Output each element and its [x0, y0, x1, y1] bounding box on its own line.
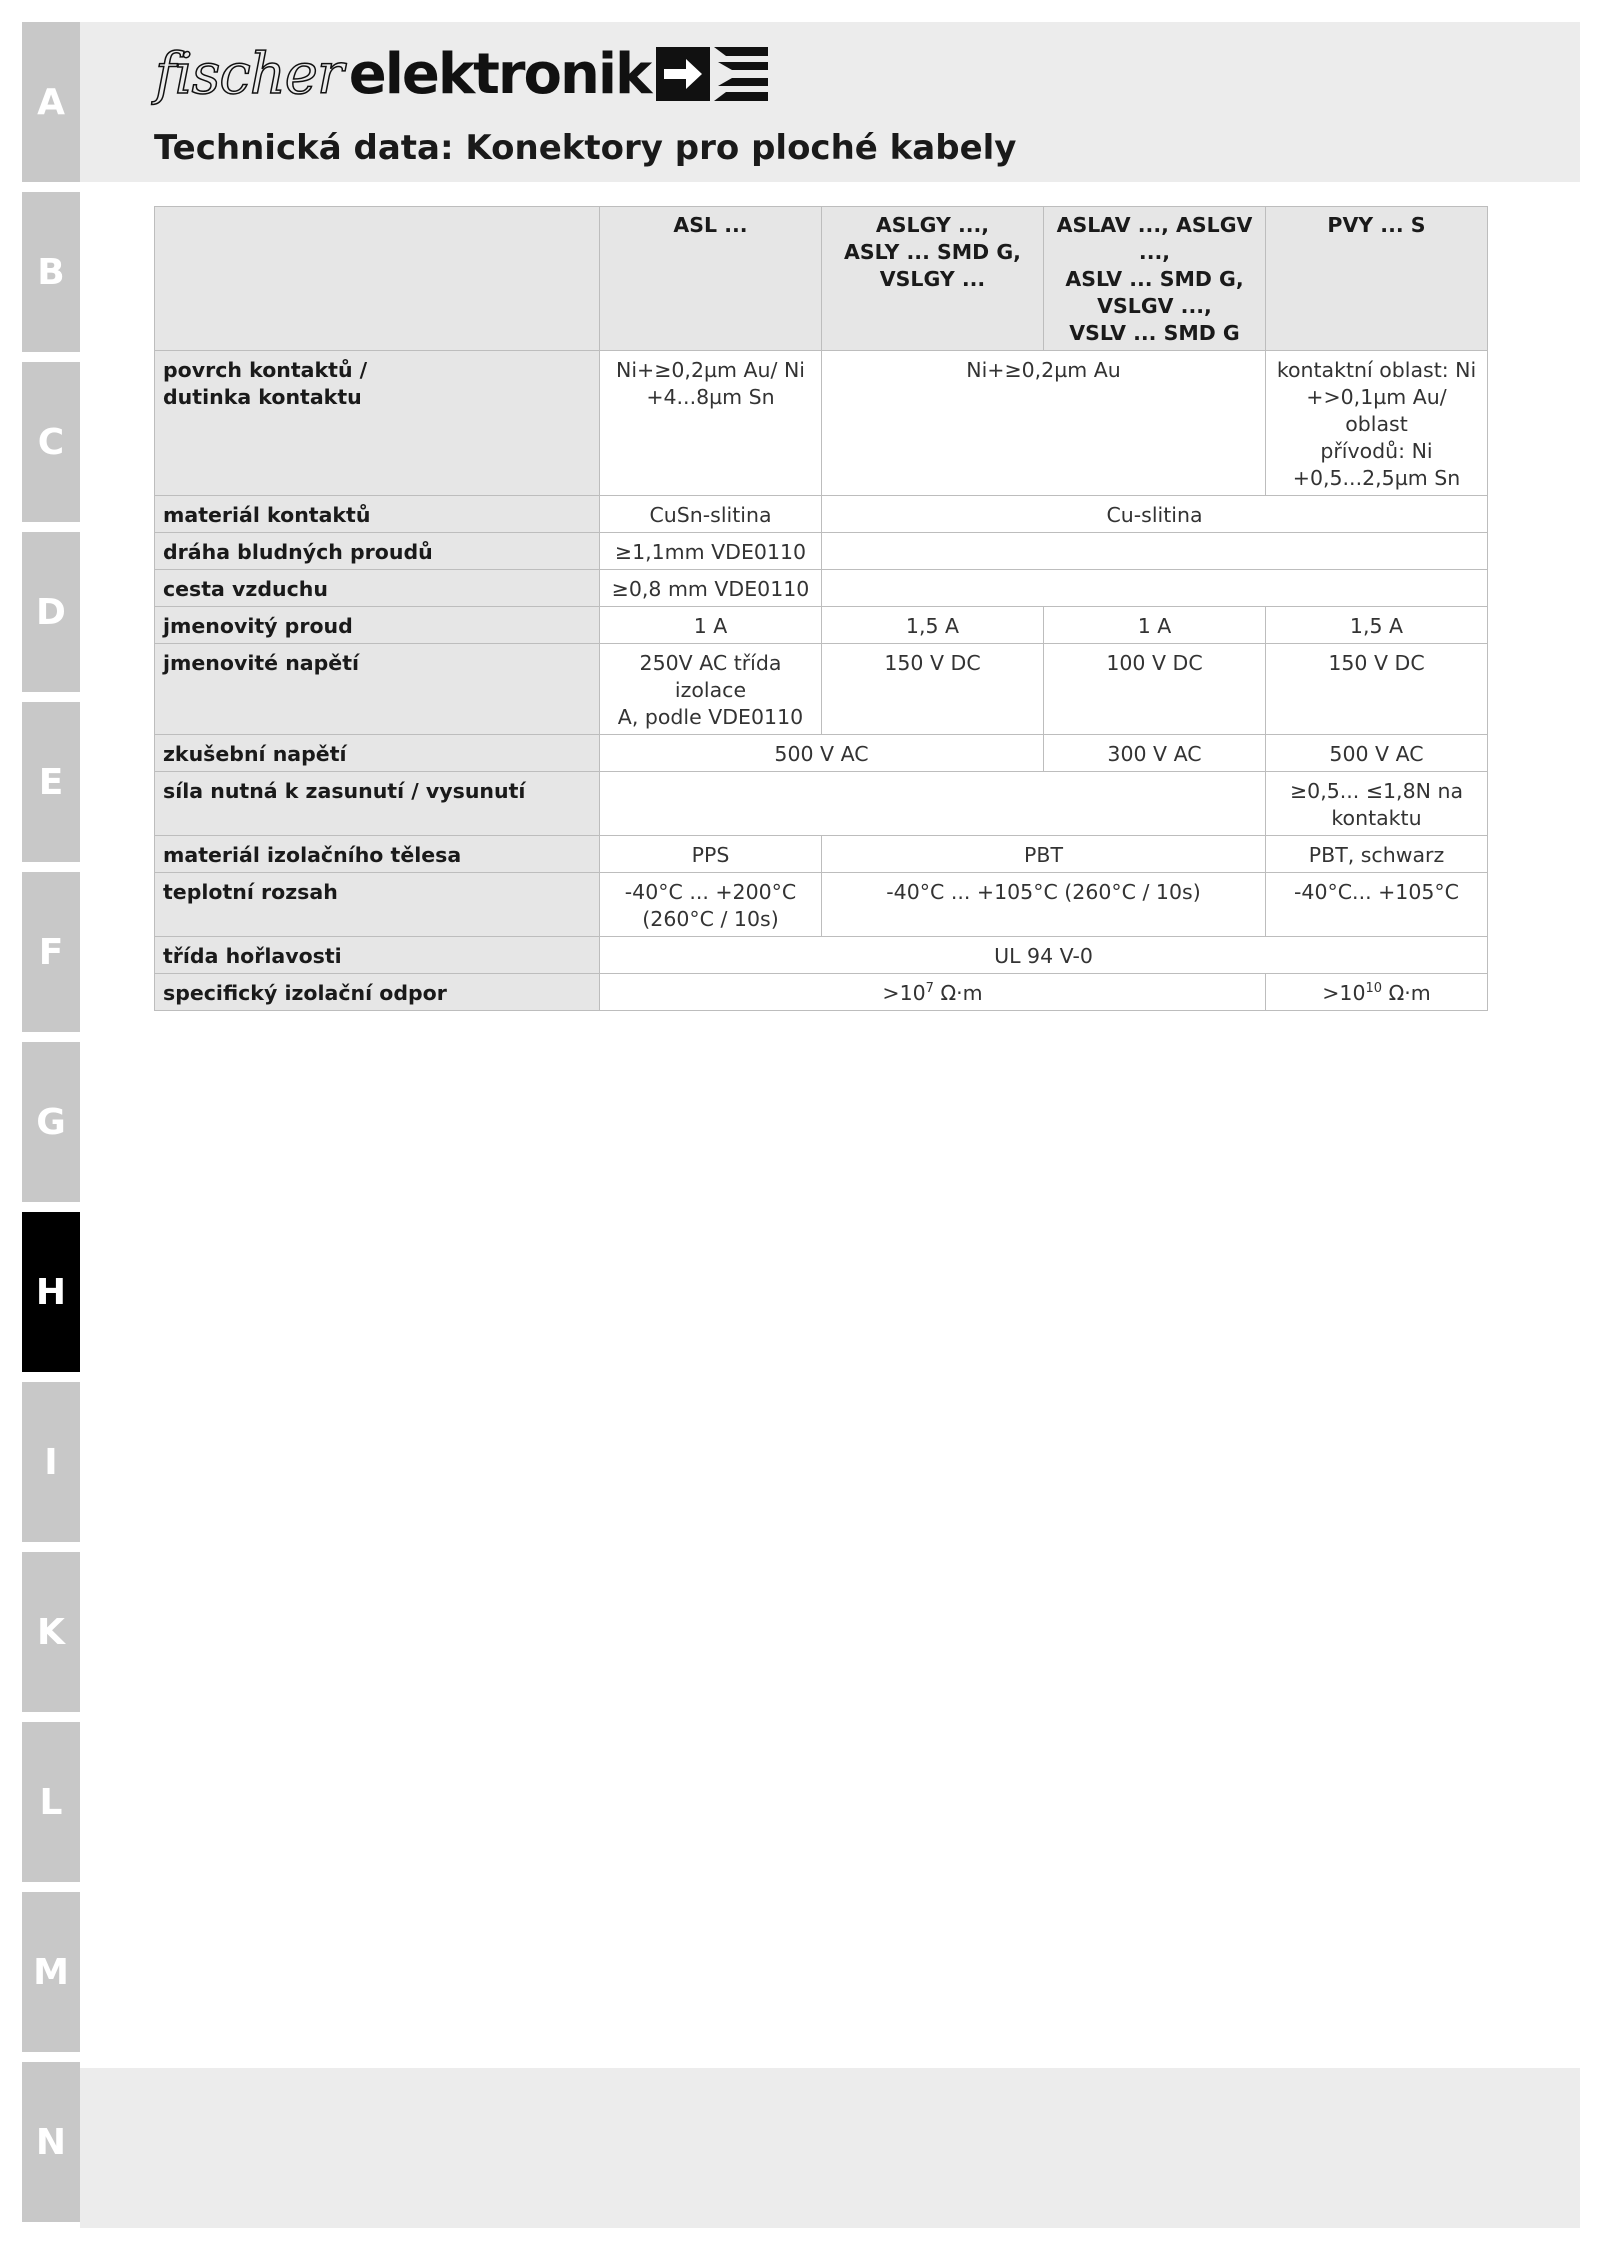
- table-cell: 100 V DC: [1044, 644, 1266, 735]
- table-cell: 1 A: [600, 607, 822, 644]
- table-row: [155, 772, 1488, 836]
- row-label: síla nutná k zasunutí / vysunutí: [155, 772, 600, 836]
- index-tab-m[interactable]: M: [22, 1892, 80, 2052]
- table-cell: PBT: [822, 836, 1266, 873]
- index-tab-l[interactable]: L: [22, 1722, 80, 1882]
- column-header: ASL ...: [600, 207, 822, 351]
- column-header: ASLGY ..., ASLY ... SMD G, VSLGY ...: [822, 207, 1044, 351]
- table-cell: ≥0,5... ≤1,8N na kontaktu: [1266, 772, 1488, 836]
- table-cell: 150 V DC: [1266, 644, 1488, 735]
- row-label: materiál izolačního tělesa: [155, 836, 600, 873]
- index-tab-f[interactable]: F: [22, 872, 80, 1032]
- logo-script-text: fischer: [155, 41, 343, 107]
- table-row: [155, 570, 1488, 607]
- index-tab-n[interactable]: N: [22, 2062, 80, 2222]
- row-label: dráha bludných proudů: [155, 533, 600, 570]
- table-header-row: [155, 207, 1488, 351]
- logo-arrow-icon: [656, 47, 768, 101]
- table-cell: PBT, schwarz: [1266, 836, 1488, 873]
- table-row: [155, 644, 1488, 735]
- table-row: [155, 607, 1488, 644]
- index-tab-b[interactable]: B: [22, 192, 80, 352]
- row-label: zkušební napětí: [155, 735, 600, 772]
- index-tab-k[interactable]: K: [22, 1552, 80, 1712]
- table-cell: [600, 974, 1266, 1011]
- value-exponent: 10: [1365, 981, 1383, 997]
- table-cell: kontaktní oblast: Ni +>0,1µm Au/ oblast přívodů: Ni +0,5...2,5µm Sn: [1266, 351, 1488, 496]
- table-cell: -40°C ... +200°C (260°C / 10s): [600, 873, 822, 937]
- index-tab-e[interactable]: E: [22, 702, 80, 862]
- index-tab-h[interactable]: H: [22, 1212, 80, 1372]
- table-cell: 500 V AC: [600, 735, 1044, 772]
- spec-table: [154, 206, 1488, 1011]
- table-row: [155, 735, 1488, 772]
- table-cell: Ni+≥0,2µm Au/ Ni +4...8µm Sn: [600, 351, 822, 496]
- index-tab-g[interactable]: G: [22, 1042, 80, 1202]
- row-label: jmenovitý proud: [155, 607, 600, 644]
- table-row: [155, 496, 1488, 533]
- value-base: >10: [882, 981, 926, 1005]
- table-cell: 150 V DC: [822, 644, 1044, 735]
- table-row: [155, 836, 1488, 873]
- row-label: jmenovité napětí: [155, 644, 600, 735]
- table-cell: CuSn-slitina: [600, 496, 822, 533]
- row-label: specifický izolační odpor: [155, 974, 600, 1011]
- table-cell: [600, 772, 1266, 836]
- table-cell: -40°C ... +105°C (260°C / 10s): [822, 873, 1266, 937]
- table-cell: 1,5 A: [822, 607, 1044, 644]
- table-cell: 1 A: [1044, 607, 1266, 644]
- table-row: [155, 937, 1488, 974]
- table-cell: PPS: [600, 836, 822, 873]
- index-tab-c[interactable]: C: [22, 362, 80, 522]
- table-cell: Cu-slitina: [822, 496, 1488, 533]
- table-cell: 500 V AC: [1266, 735, 1488, 772]
- row-label: třída hořlavosti: [155, 937, 600, 974]
- column-header: PVY ... S: [1266, 207, 1488, 351]
- table-cell: [822, 533, 1488, 570]
- index-tab-a[interactable]: A: [22, 22, 80, 182]
- value-exponent: 7: [925, 981, 934, 997]
- footer-band: [80, 2068, 1580, 2228]
- table-cell: Ni+≥0,2µm Au: [822, 351, 1266, 496]
- header-blank-cell: [155, 207, 600, 351]
- row-label: teplotní rozsah: [155, 873, 600, 937]
- row-label: cesta vzduchu: [155, 570, 600, 607]
- column-header: ASLAV ..., ASLGV ..., ASLV ... SMD G, VSLGV ..., VSLV ... SMD G: [1044, 207, 1266, 351]
- table-cell: 300 V AC: [1044, 735, 1266, 772]
- page-title: Technická data: Konektory pro ploché kabely: [154, 128, 1017, 168]
- table-cell: [822, 570, 1488, 607]
- brand-logo: [155, 42, 768, 106]
- table-cell: 1,5 A: [1266, 607, 1488, 644]
- table-row: [155, 873, 1488, 937]
- value-unit: Ω·m: [1382, 981, 1431, 1005]
- row-label: povrch kontaktů / dutinka kontaktu: [155, 351, 600, 496]
- value-base: >10: [1322, 981, 1366, 1005]
- value-unit: Ω·m: [933, 981, 983, 1005]
- logo-bold-text: elektronik: [348, 41, 651, 107]
- table-cell: -40°C... +105°C: [1266, 873, 1488, 937]
- table-row: [155, 351, 1488, 496]
- table-cell: ≥1,1mm VDE0110: [600, 533, 822, 570]
- row-label: materiál kontaktů: [155, 496, 600, 533]
- table-row: [155, 533, 1488, 570]
- table-cell: UL 94 V-0: [600, 937, 1488, 974]
- table-row: [155, 974, 1488, 1011]
- table-cell: 250V AC třída izolace A, podle VDE0110: [600, 644, 822, 735]
- index-tab-d[interactable]: D: [22, 532, 80, 692]
- table-cell: ≥0,8 mm VDE0110: [600, 570, 822, 607]
- table-cell: [1266, 974, 1488, 1011]
- index-tab-i[interactable]: I: [22, 1382, 80, 1542]
